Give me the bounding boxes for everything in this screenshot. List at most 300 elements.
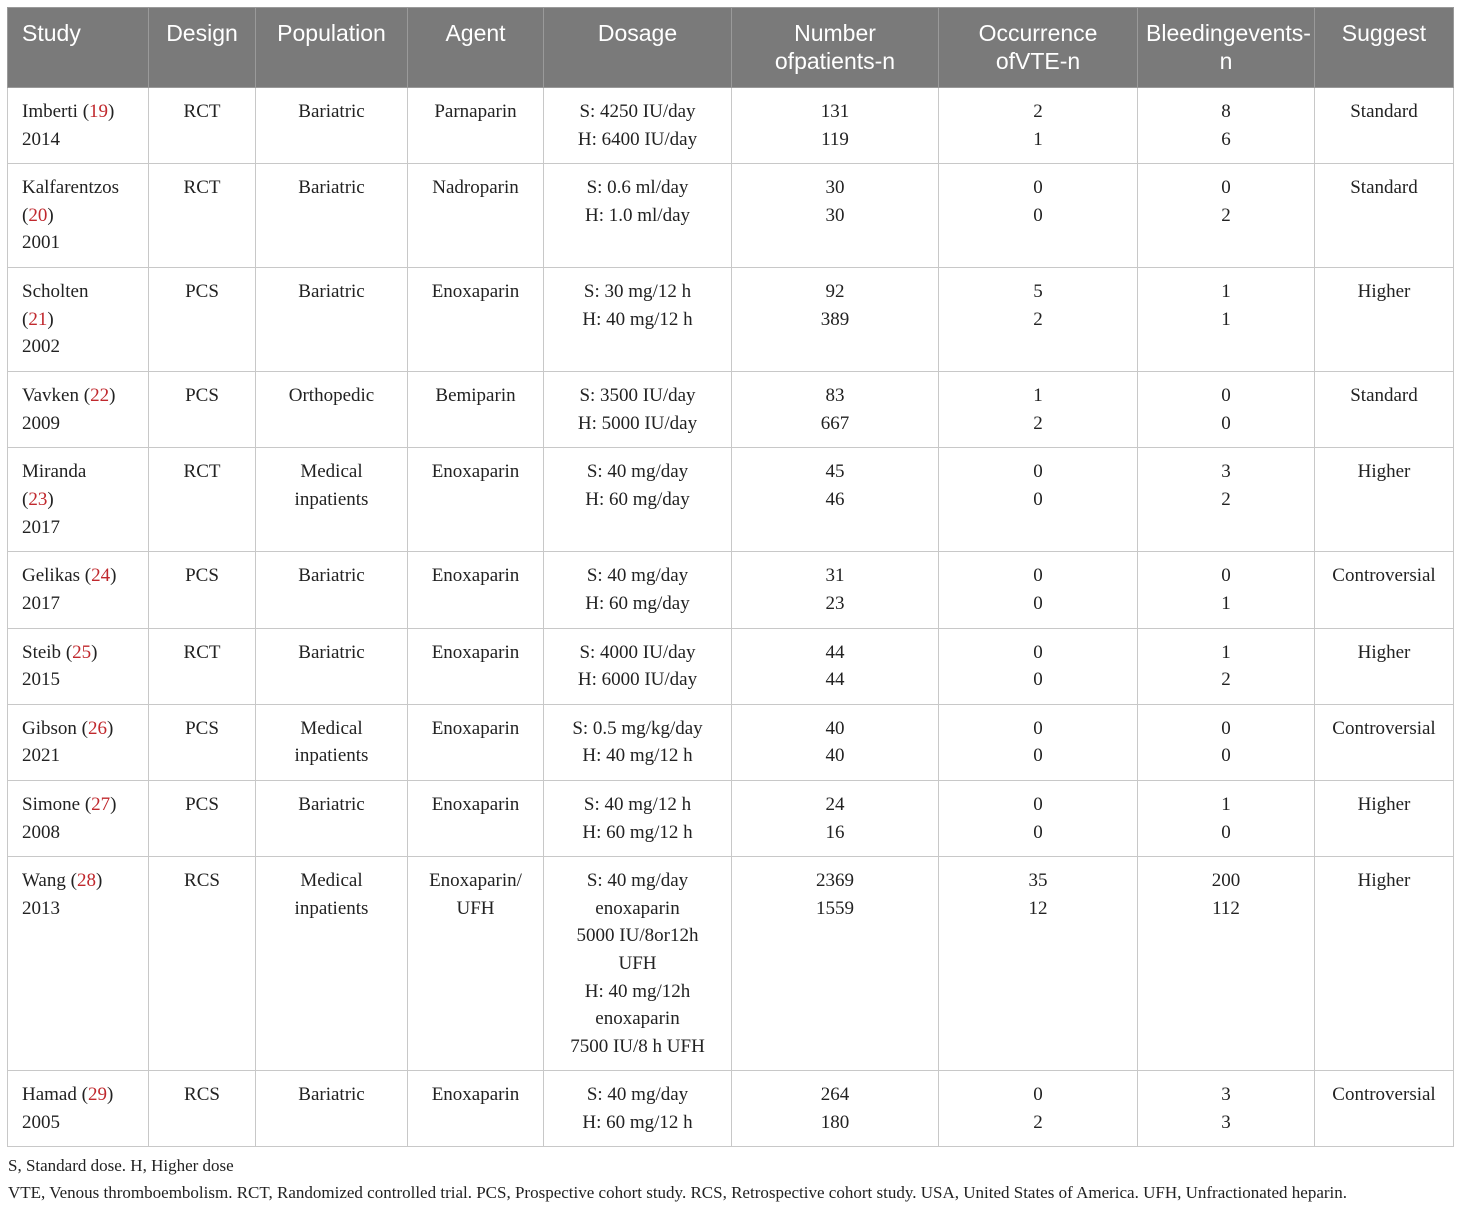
table-row [8, 704, 1454, 780]
bleeding-cell [1138, 1071, 1315, 1147]
population-cell [256, 448, 408, 552]
bleeding-cell [1138, 552, 1315, 628]
study-author: Simone [22, 793, 81, 815]
study-year: 2017 [22, 592, 60, 614]
reference-link[interactable]: 19 [89, 101, 109, 122]
bleeding-cell-line: 1 [1221, 308, 1231, 330]
population-cell-line: Bariatric [298, 281, 365, 303]
patients-cell-line: 44 [825, 641, 845, 663]
study-author-line [22, 278, 144, 306]
bleeding-cell-line: 112 [1212, 897, 1240, 919]
table-row [8, 552, 1454, 628]
dosage-cell [544, 552, 732, 628]
suggest-cell: Standard [1315, 372, 1454, 448]
ref-close: ) [47, 204, 54, 226]
study-author: Imberti [22, 101, 78, 122]
bleeding-cell-line: 1 [1221, 592, 1231, 614]
patients-cell-line: 46 [825, 488, 845, 510]
header-row [8, 8, 1454, 88]
design-cell: RCT [149, 448, 256, 552]
dosage-cell-line: H: 5000 IU/day [577, 412, 698, 434]
study-cell [8, 448, 149, 552]
vte-cell-line: 2 [1033, 412, 1043, 434]
study-year: 2001 [22, 232, 60, 254]
bleeding-cell-line: 0 [1221, 565, 1231, 587]
study-ref-line: (20) [22, 204, 54, 226]
vte-cell-line: 0 [1033, 745, 1043, 767]
dosage-cell-line: H: 60 mg/12 h [582, 1111, 693, 1133]
patients-cell-line: 667 [820, 412, 850, 434]
patients-cell-line: 180 [820, 1111, 850, 1133]
bleeding-cell-line: 0 [1221, 717, 1231, 739]
study-year: 2014 [22, 128, 60, 150]
agent-cell [408, 704, 544, 780]
vte-cell [939, 704, 1138, 780]
dosage-cell [544, 88, 732, 164]
header-label-line: events-n [1219, 20, 1311, 74]
agent-cell-line: Enoxaparin/ [429, 870, 522, 892]
header-dosage [544, 8, 732, 88]
patients-cell [732, 1071, 939, 1147]
vte-cell-line: 5 [1033, 281, 1043, 303]
study-cell [8, 857, 149, 1071]
suggest-cell: Standard [1315, 164, 1454, 268]
bleeding-cell-line: 8 [1221, 101, 1231, 122]
reference-link[interactable]: 28 [76, 870, 96, 892]
patients-cell-line: 40 [825, 717, 845, 739]
patients-cell [732, 164, 939, 268]
design-cell: RCS [149, 857, 256, 1071]
study-year: 2005 [22, 1111, 60, 1133]
patients-cell-line: 2369 [816, 870, 854, 892]
bleeding-cell-line: 0 [1221, 745, 1231, 767]
vte-cell [939, 628, 1138, 704]
vte-cell-line: 2 [1033, 101, 1043, 122]
vte-cell [939, 268, 1138, 372]
agent-cell-line: Bemiparin [435, 385, 516, 407]
study-year: 2013 [22, 897, 60, 919]
bleeding-cell-line: 3 [1221, 1111, 1231, 1133]
agent-cell [408, 164, 544, 268]
dosage-cell-line: H: 60 mg/day [585, 592, 690, 614]
design-cell: PCS [149, 268, 256, 372]
bleeding-cell [1138, 372, 1315, 448]
patients-cell-line: 30 [825, 177, 845, 199]
dosage-cell-line: H: 1.0 ml/day [584, 204, 691, 226]
vte-cell [939, 448, 1138, 552]
study-ref-line: (21) [22, 308, 54, 330]
vte-cell-line: 0 [1033, 717, 1043, 739]
population-cell-line: Orthopedic [288, 385, 375, 407]
agent-cell-line: Enoxaparin [431, 565, 520, 587]
bleeding-cell-line: 1 [1221, 793, 1231, 815]
header-label-line: Agent [445, 20, 506, 46]
table-body [8, 88, 1454, 1147]
design-cell: PCS [149, 372, 256, 448]
population-cell [256, 88, 408, 164]
bleeding-cell-line: 2 [1221, 669, 1231, 691]
patients-cell-line: 23 [825, 592, 845, 614]
bleeding-cell [1138, 704, 1315, 780]
bleeding-cell-line: 2 [1221, 488, 1231, 510]
study-year: 2015 [22, 669, 60, 691]
vte-cell-line: 0 [1033, 641, 1043, 663]
patients-cell [732, 448, 939, 552]
patients-cell-line: 45 [825, 461, 845, 483]
dosage-cell-line: 5000 IU/8or12h [576, 925, 699, 947]
header-label-line: Dosage [597, 20, 678, 46]
study-author: Scholten [22, 281, 89, 303]
study-author: Steib [22, 641, 62, 663]
patients-cell-line: 83 [825, 385, 845, 407]
agent-cell [408, 372, 544, 448]
reference-link[interactable]: 25 [72, 641, 92, 663]
study-author-line: Wang (28) [22, 870, 103, 892]
bleeding-cell [1138, 448, 1315, 552]
population-cell-line: inpatients [294, 897, 369, 919]
dosage-cell [544, 448, 732, 552]
header-label-line: Bleeding [1146, 20, 1236, 46]
dosage-cell-line: S: 40 mg/day [586, 870, 689, 892]
study-author: Miranda [22, 461, 87, 483]
table-row [8, 1071, 1454, 1147]
vte-cell-line: 0 [1033, 793, 1043, 815]
patients-cell-line: 44 [825, 669, 845, 691]
study-cell [8, 268, 149, 372]
dosage-cell-line: S: 40 mg/day [586, 461, 689, 483]
bleeding-cell-line: 3 [1221, 461, 1231, 483]
population-cell [256, 164, 408, 268]
study-year: 2009 [22, 412, 60, 434]
study-author-line: Hamad (29) [22, 1084, 114, 1106]
suggest-cell: Standard [1315, 88, 1454, 164]
ref-close: ) [106, 1084, 114, 1106]
header-label-line: VTE-n [1015, 48, 1081, 74]
dosage-cell [544, 164, 732, 268]
study-author: Wang [22, 870, 66, 892]
patients-cell-line: 264 [820, 1084, 850, 1106]
patients-cell [732, 88, 939, 164]
study-year: 2008 [22, 821, 60, 843]
study-author-line: Steib (25) [22, 641, 98, 663]
vte-cell-line: 0 [1033, 177, 1043, 199]
dosage-cell-line: S: 40 mg/12 h [583, 793, 692, 815]
ref-close: ) [109, 385, 116, 407]
table-row [8, 164, 1454, 268]
vte-cell [939, 552, 1138, 628]
header-study [8, 8, 149, 88]
vte-cell-line: 0 [1033, 669, 1043, 691]
agent-cell-line: Parnaparin [434, 101, 517, 122]
reference-link[interactable]: 29 [87, 1084, 107, 1106]
ref-close: ) [95, 870, 103, 892]
bleeding-cell-line: 1 [1221, 641, 1231, 663]
population-cell [256, 372, 408, 448]
vte-cell-line: 0 [1033, 461, 1043, 483]
agent-cell-line: Enoxaparin [431, 461, 520, 483]
reference-link[interactable]: 26 [87, 717, 107, 739]
reference-link[interactable]: 20 [28, 204, 48, 226]
study-cell [8, 704, 149, 780]
design-cell: RCS [149, 1071, 256, 1147]
design-cell: PCS [149, 704, 256, 780]
bleeding-cell [1138, 780, 1315, 856]
patients-cell-line: 31 [825, 565, 845, 587]
ref-close: ) [47, 308, 54, 330]
dosage-cell-line: enoxaparin [595, 897, 680, 919]
study-author: Kalfarentzos [22, 177, 120, 199]
population-cell-line: Bariatric [298, 177, 365, 199]
vte-cell-line: 0 [1033, 565, 1043, 587]
dosage-cell-line: S: 40 mg/day [586, 1084, 689, 1106]
footnotes [8, 1152, 1454, 1206]
patients-cell-line: 24 [825, 793, 845, 815]
agent-cell-line: Enoxaparin [431, 641, 520, 663]
bleeding-cell-line: 1 [1221, 281, 1231, 303]
agent-cell-line: Enoxaparin [431, 281, 520, 303]
population-cell [256, 628, 408, 704]
ref-close: ) [47, 488, 54, 510]
patients-cell [732, 780, 939, 856]
ref-close: ) [108, 101, 115, 122]
population-cell-line: Bariatric [298, 641, 365, 663]
design-cell: RCT [149, 164, 256, 268]
header-patients [732, 8, 939, 88]
header-label-line: patients-n [794, 48, 896, 74]
patients-cell [732, 552, 939, 628]
table-row [8, 780, 1454, 856]
ref-close: ) [110, 793, 117, 815]
header-label-line: Suggest [1341, 20, 1427, 46]
population-cell [256, 780, 408, 856]
patients-cell [732, 628, 939, 704]
vte-cell [939, 780, 1138, 856]
header-label-line: Design [166, 20, 238, 46]
design-cell: PCS [149, 552, 256, 628]
population-cell-line: Bariatric [298, 1084, 365, 1106]
header-label-line: Study [22, 20, 81, 46]
dosage-cell-line: S: 3500 IU/day [579, 385, 696, 407]
dosage-cell-line: UFH [618, 952, 657, 974]
agent-cell [408, 1071, 544, 1147]
table-row [8, 88, 1454, 164]
patients-cell [732, 857, 939, 1071]
study-cell [8, 164, 149, 268]
dosage-cell-line: S: 30 mg/12 h [583, 281, 692, 303]
patients-cell-line: 30 [825, 204, 845, 226]
table-row [8, 628, 1454, 704]
agent-cell-line: UFH [456, 897, 495, 919]
study-author: Hamad [22, 1084, 77, 1106]
reference-link[interactable]: 24 [91, 565, 111, 587]
reference-link[interactable]: 27 [91, 793, 111, 815]
dosage-cell-line: enoxaparin [595, 1008, 680, 1030]
study-author-line [22, 458, 144, 486]
vte-cell-line: 1 [1033, 128, 1043, 150]
ref-close: ) [106, 717, 114, 739]
study-author-line: Simone (27) [22, 793, 117, 815]
vte-cell [939, 88, 1138, 164]
patients-cell-line: 40 [825, 745, 845, 767]
vte-cell-line: 0 [1033, 204, 1043, 226]
suggest-cell: Higher [1315, 857, 1454, 1071]
header-design [149, 8, 256, 88]
suggest-cell: Higher [1315, 448, 1454, 552]
study-author: Gelikas [22, 565, 81, 587]
bleeding-cell-line: 200 [1211, 870, 1241, 892]
population-cell [256, 857, 408, 1071]
study-cell [8, 552, 149, 628]
dosage-cell [544, 857, 732, 1071]
dosage-cell-line: H: 6000 IU/day [577, 669, 698, 691]
patients-cell-line: 1559 [816, 897, 854, 919]
agent-cell-line: Enoxaparin [431, 1084, 520, 1106]
study-cell [8, 1071, 149, 1147]
agent-cell [408, 780, 544, 856]
population-cell-line: Bariatric [298, 565, 365, 587]
dosage-cell-line: H: 40 mg/12 h [582, 308, 693, 330]
bleeding-cell-line: 2 [1221, 204, 1231, 226]
ref-close: ) [91, 641, 98, 663]
suggest-cell: Controversial [1315, 1071, 1454, 1147]
footnote-abbrev-dose: S, Standard dose. H, Higher dose [8, 1156, 234, 1175]
dosage-cell-line: H: 40 mg/12h [584, 980, 691, 1002]
dosage-cell-line: S: 4250 IU/day [579, 101, 696, 122]
design-cell: RCT [149, 88, 256, 164]
dosage-cell-line: H: 60 mg/12 h [582, 821, 693, 843]
study-author-line: Imberti (19) [22, 101, 115, 122]
agent-cell-line: Nadroparin [432, 177, 519, 199]
patients-cell-line: 389 [820, 308, 850, 330]
header-agent [408, 8, 544, 88]
study-cell [8, 780, 149, 856]
vte-cell-line: 1 [1033, 385, 1043, 407]
population-cell-line: Medical [300, 717, 363, 739]
dosage-cell [544, 704, 732, 780]
bleeding-cell-line: 6 [1221, 128, 1231, 150]
bleeding-cell-line: 0 [1221, 385, 1231, 407]
dosage-cell-line: S: 4000 IU/day [579, 641, 696, 663]
header-label-line: Number of [774, 20, 876, 74]
study-year: 2017 [22, 516, 60, 538]
patients-cell-line: 119 [821, 128, 849, 150]
header-vte [939, 8, 1138, 88]
study-author: Gibson [22, 717, 77, 739]
header-label-line: Population [277, 20, 386, 46]
population-cell-line: Bariatric [298, 101, 365, 122]
suggest-cell: Higher [1315, 780, 1454, 856]
dosage-cell-line: H: 40 mg/12 h [582, 745, 693, 767]
studies-table [7, 7, 1454, 1147]
dosage-cell-line: 7500 IU/8 h UFH [570, 1035, 705, 1057]
study-author-line: Vavken (22) [22, 385, 116, 407]
dosage-cell [544, 372, 732, 448]
patients-cell [732, 704, 939, 780]
dosage-cell [544, 780, 732, 856]
footnote-abbrev-terms: VTE, Venous thromboembolism. RCT, Randomized controlled trial. PCS, Prospective cohort study. RCS, Retrospective cohort study. USA, United States of America. UFH, Unfractionated heparin. [8, 1183, 1348, 1202]
table-row [8, 268, 1454, 372]
population-cell-line: inpatients [294, 488, 369, 510]
agent-cell-line: Enoxaparin [431, 717, 520, 739]
bleeding-cell-line: 3 [1221, 1084, 1231, 1106]
suggest-cell: Controversial [1315, 704, 1454, 780]
dosage-cell-line: S: 0.5 mg/kg/day [572, 717, 703, 739]
ref-close: ) [110, 565, 117, 587]
vte-cell-line: 0 [1033, 592, 1043, 614]
vte-cell-line: 12 [1028, 897, 1048, 919]
patients-cell-line: 16 [825, 821, 845, 843]
agent-cell [408, 448, 544, 552]
header-bleeding [1138, 8, 1315, 88]
suggest-cell: Higher [1315, 628, 1454, 704]
vte-cell-line: 2 [1033, 308, 1043, 330]
header-population [256, 8, 408, 88]
bleeding-cell [1138, 164, 1315, 268]
population-cell [256, 704, 408, 780]
reference-link[interactable]: 21 [28, 308, 48, 330]
suggest-cell: Higher [1315, 268, 1454, 372]
dosage-cell-line: H: 60 mg/day [585, 488, 690, 510]
table-row [8, 372, 1454, 448]
vte-cell [939, 857, 1138, 1071]
vte-cell-line: 0 [1033, 821, 1043, 843]
patients-cell [732, 268, 939, 372]
agent-cell [408, 628, 544, 704]
table-row [8, 448, 1454, 552]
bleeding-cell-line: 0 [1221, 821, 1231, 843]
study-ref-line: (23) [22, 488, 54, 510]
bleeding-cell-line: 0 [1221, 177, 1231, 199]
study-author: Vavken [22, 385, 79, 407]
population-cell-line: inpatients [294, 745, 369, 767]
agent-cell [408, 857, 544, 1071]
study-cell [8, 88, 149, 164]
dosage-cell [544, 1071, 732, 1147]
patients-cell-line: 92 [825, 281, 845, 303]
header-suggest [1315, 8, 1454, 88]
population-cell-line: Medical [300, 461, 363, 483]
vte-cell [939, 1071, 1138, 1147]
design-cell: PCS [149, 780, 256, 856]
agent-cell [408, 88, 544, 164]
study-year: 2002 [22, 336, 60, 358]
dosage-cell [544, 268, 732, 372]
study-author-line: Gelikas (24) [22, 565, 117, 587]
dosage-cell-line: S: 40 mg/day [586, 565, 689, 587]
bleeding-cell [1138, 628, 1315, 704]
patients-cell [732, 372, 939, 448]
vte-cell [939, 372, 1138, 448]
population-cell [256, 268, 408, 372]
vte-cell-line: 2 [1033, 1111, 1043, 1133]
bleeding-cell [1138, 268, 1315, 372]
bleeding-cell [1138, 88, 1315, 164]
study-cell [8, 372, 149, 448]
reference-link[interactable]: 23 [28, 488, 48, 510]
population-cell-line: Bariatric [298, 793, 365, 815]
bleeding-cell-line: 0 [1221, 412, 1231, 434]
design-cell: RCT [149, 628, 256, 704]
patients-cell-line: 131 [820, 101, 850, 122]
header-label-line: Occurrence of [978, 20, 1098, 74]
vte-cell-line: 0 [1033, 1084, 1043, 1106]
agent-cell [408, 268, 544, 372]
vte-cell-line: 35 [1028, 870, 1048, 892]
reference-link[interactable]: 22 [90, 385, 110, 407]
dosage-cell [544, 628, 732, 704]
population-cell [256, 552, 408, 628]
dosage-cell-line: S: 0.6 ml/day [586, 177, 689, 199]
